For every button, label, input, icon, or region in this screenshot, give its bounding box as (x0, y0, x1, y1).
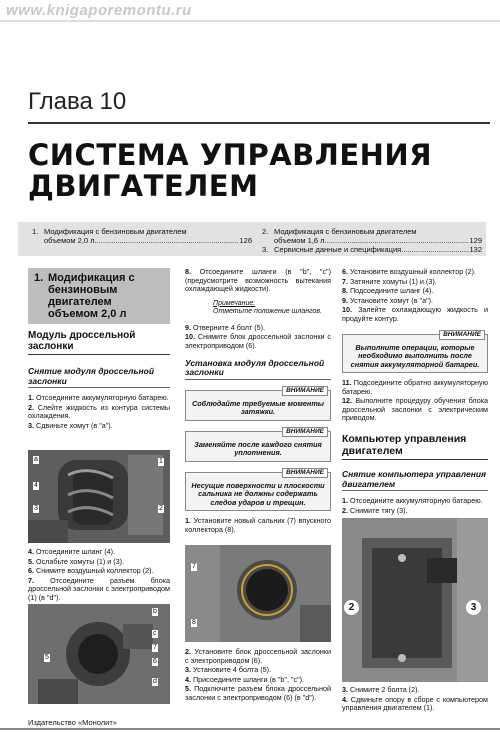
contents-page: 129 (469, 236, 482, 245)
header-rule (0, 20, 500, 22)
callout-1: 1 (159, 458, 163, 465)
step-item: 4. Сдвиньте опору в сборе с компьютером управления двигателем (1). (342, 694, 488, 713)
section-heading: 1. Модификация с бензиновым двигателем объемом 2,0 л (28, 268, 170, 324)
footer-rule (0, 728, 500, 730)
contents-item[interactable]: 1. Модификация с бензиновым двигателем (32, 227, 187, 236)
step-item: 6. Снимите воздушный коллектор (2). (28, 566, 154, 576)
install-steps-continued (342, 268, 488, 324)
callout-7: 7 (192, 563, 196, 570)
step-item: 11. Подсоедините обратно аккумуляторную батарею. (342, 378, 489, 396)
publisher-footer: Издательство «Монолит» (28, 718, 117, 727)
callout-8: 8 (192, 619, 196, 626)
removal-steps (28, 394, 170, 430)
warning-box (185, 427, 331, 462)
ecu-heading: Компьютер управления двигателем (342, 433, 488, 460)
callout-3: 3 (466, 600, 481, 615)
step-item: 9. Установите хомут (в "a"). (342, 295, 434, 305)
step-item: 8. Отсоедините шланги (в "b", "c") (предусмотрите возможность вытекания охлаждающей жидкости). (185, 267, 331, 294)
chapter-title-line1: СИСТЕМА УПРАВЛЕНИЯ (28, 138, 433, 172)
note-title: Примечание: (213, 299, 256, 307)
step-item: 3. Сдвиньте хомут (в "a"). (28, 420, 113, 430)
removal-steps-continued (28, 548, 170, 604)
ecu-photo (342, 518, 488, 682)
contents-item[interactable]: 3. Сервисные данные и спецификация ..... 132 (262, 245, 482, 254)
step-item: 1. Отсоедините аккумуляторную батарею. (28, 393, 169, 402)
step-item: 4. Присоедините шланги (в "b", "c"). (185, 674, 305, 684)
step-item: 10. Снимите блок дроссельной заслонки с электроприводом (6). (185, 332, 331, 350)
warning-box (342, 330, 488, 374)
step-item: 2. Снимите тягу (3). (342, 505, 408, 515)
step-item: 6. Установите воздушный коллектор (2). (342, 267, 477, 276)
contents-right: 2. Модификация с бензиновым двигателем объемом 1,6 л ..... 129 3. Сервисные данные и спецификация ..... 132 (262, 227, 482, 254)
contents-page: 126 (239, 236, 252, 245)
chapter-title (28, 140, 432, 202)
step-item: 5. Подключите разъем блока дроссельной заслонки с электроприводом (6) (в "d"). (185, 684, 332, 702)
note-block (185, 300, 331, 316)
note-text: Отметьте положение шлангов. (213, 307, 322, 315)
step-item: 2. Слейте жидкость из контура системы охлаждения. (28, 402, 170, 421)
intake-photo (185, 545, 331, 642)
contents-page: 132 (469, 245, 482, 254)
callout-4: 4 (34, 482, 38, 489)
callout-2: 2 (159, 505, 163, 512)
step-item: 1. Установите новый сальник (7) впускного коллектора (8). (185, 516, 332, 534)
throttle-photo-2 (28, 604, 170, 704)
warning-box (185, 468, 331, 512)
callout-5: 5 (45, 654, 49, 661)
ecu-bracket-illustration (342, 518, 488, 682)
warning-tag: ВНИМАНИЕ (282, 427, 328, 437)
warning-tag: ВНИМАНИЕ (282, 386, 328, 396)
step-item: 10. Залейте охлаждающую жидкость и продуйте контур. (342, 305, 488, 323)
warning-text: Соблюдайте требуемые моменты затяжки. (191, 398, 325, 417)
step-item: 7. Отсоедините разъем блока дроссельной заслонки с электроприводом (1) (в "d"). (28, 575, 171, 602)
contents-left: 1. Модификация с бензиновым двигателем объемом 2,0 л ..... 126 (32, 227, 252, 245)
warning-text: Заменяйте после каждого снятия уплотнения. (194, 439, 322, 458)
ecu-steps-continued (342, 686, 488, 714)
callout-6: 6 (153, 658, 157, 665)
throttle-photo-1 (28, 450, 170, 543)
step-item: 8. Подсоедините шланг (4). (342, 286, 434, 296)
chapter-contents (18, 222, 486, 256)
callout-d: d (153, 678, 157, 685)
step-item: 2. Установите блок дроссельной заслонки с электроприводом (6). (185, 647, 331, 665)
column-3 (342, 268, 488, 516)
ecu-steps (342, 497, 488, 515)
chapter-rule (28, 122, 490, 124)
ecu-removal-heading: Снятие компьютера управления двигателем (342, 470, 488, 491)
callout-3: 3 (34, 505, 38, 512)
step-item: 12. Выполните процедуру обучения блока дроссельной заслонки с электрическим приводом. (342, 396, 488, 423)
install-heading: Установка модуля дроссельной заслонки (185, 359, 331, 380)
step-item: 9. Отверните 4 болт (5). (185, 322, 266, 332)
step-item: 5. Ослабьте хомуты (1) и (3). (28, 556, 125, 566)
install-steps (185, 648, 331, 704)
warning-tag: ВНИМАНИЕ (439, 330, 485, 340)
removal-steps-end (185, 324, 331, 351)
callout-b: b (153, 608, 157, 615)
step-item: 3. Установите 4 болта (5). (185, 665, 272, 675)
step-item: 4. Отсоедините шланг (4). (28, 547, 116, 556)
warning-text: Выполните операции, которые необходимо выполнить после снятия аккумуляторной батареи. (350, 342, 480, 369)
chapter-title-line2: ДВИГАТЕЛЕМ (28, 169, 259, 203)
step-item: 7. Затяните хомуты (1) и (3). (342, 276, 437, 286)
step-item: 3. Снимите 2 болта (2). (342, 685, 420, 694)
removal-heading: Снятие модуля дроссельной заслонки (28, 367, 170, 388)
column-2 (185, 268, 331, 534)
column-1 (28, 268, 170, 431)
callout-7: 7 (153, 644, 157, 651)
callout-2: 2 (344, 600, 359, 615)
warning-tag: ВНИМАНИЕ (282, 468, 328, 478)
site-watermark: www.knigaporemontu.ru (6, 2, 192, 19)
intake-manifold-illustration (185, 545, 331, 642)
step-item: 1. Отсоедините аккумуляторную батарею. (342, 496, 483, 506)
callout-a: a (34, 456, 38, 463)
engine-bay-illustration (28, 450, 170, 543)
warning-text: Несущие поверхности и плоскости сальника не должны содержать следов ударов и трещин. (191, 480, 325, 507)
install-steps-end (342, 379, 488, 423)
warning-box (185, 386, 331, 421)
callout-c: c (153, 630, 157, 637)
chapter-label: Глава 10 (28, 88, 127, 115)
contents-item[interactable]: 2. Модификация с бензиновым двигателем (262, 227, 417, 236)
module-heading: Модуль дроссельной заслонки (28, 330, 170, 355)
